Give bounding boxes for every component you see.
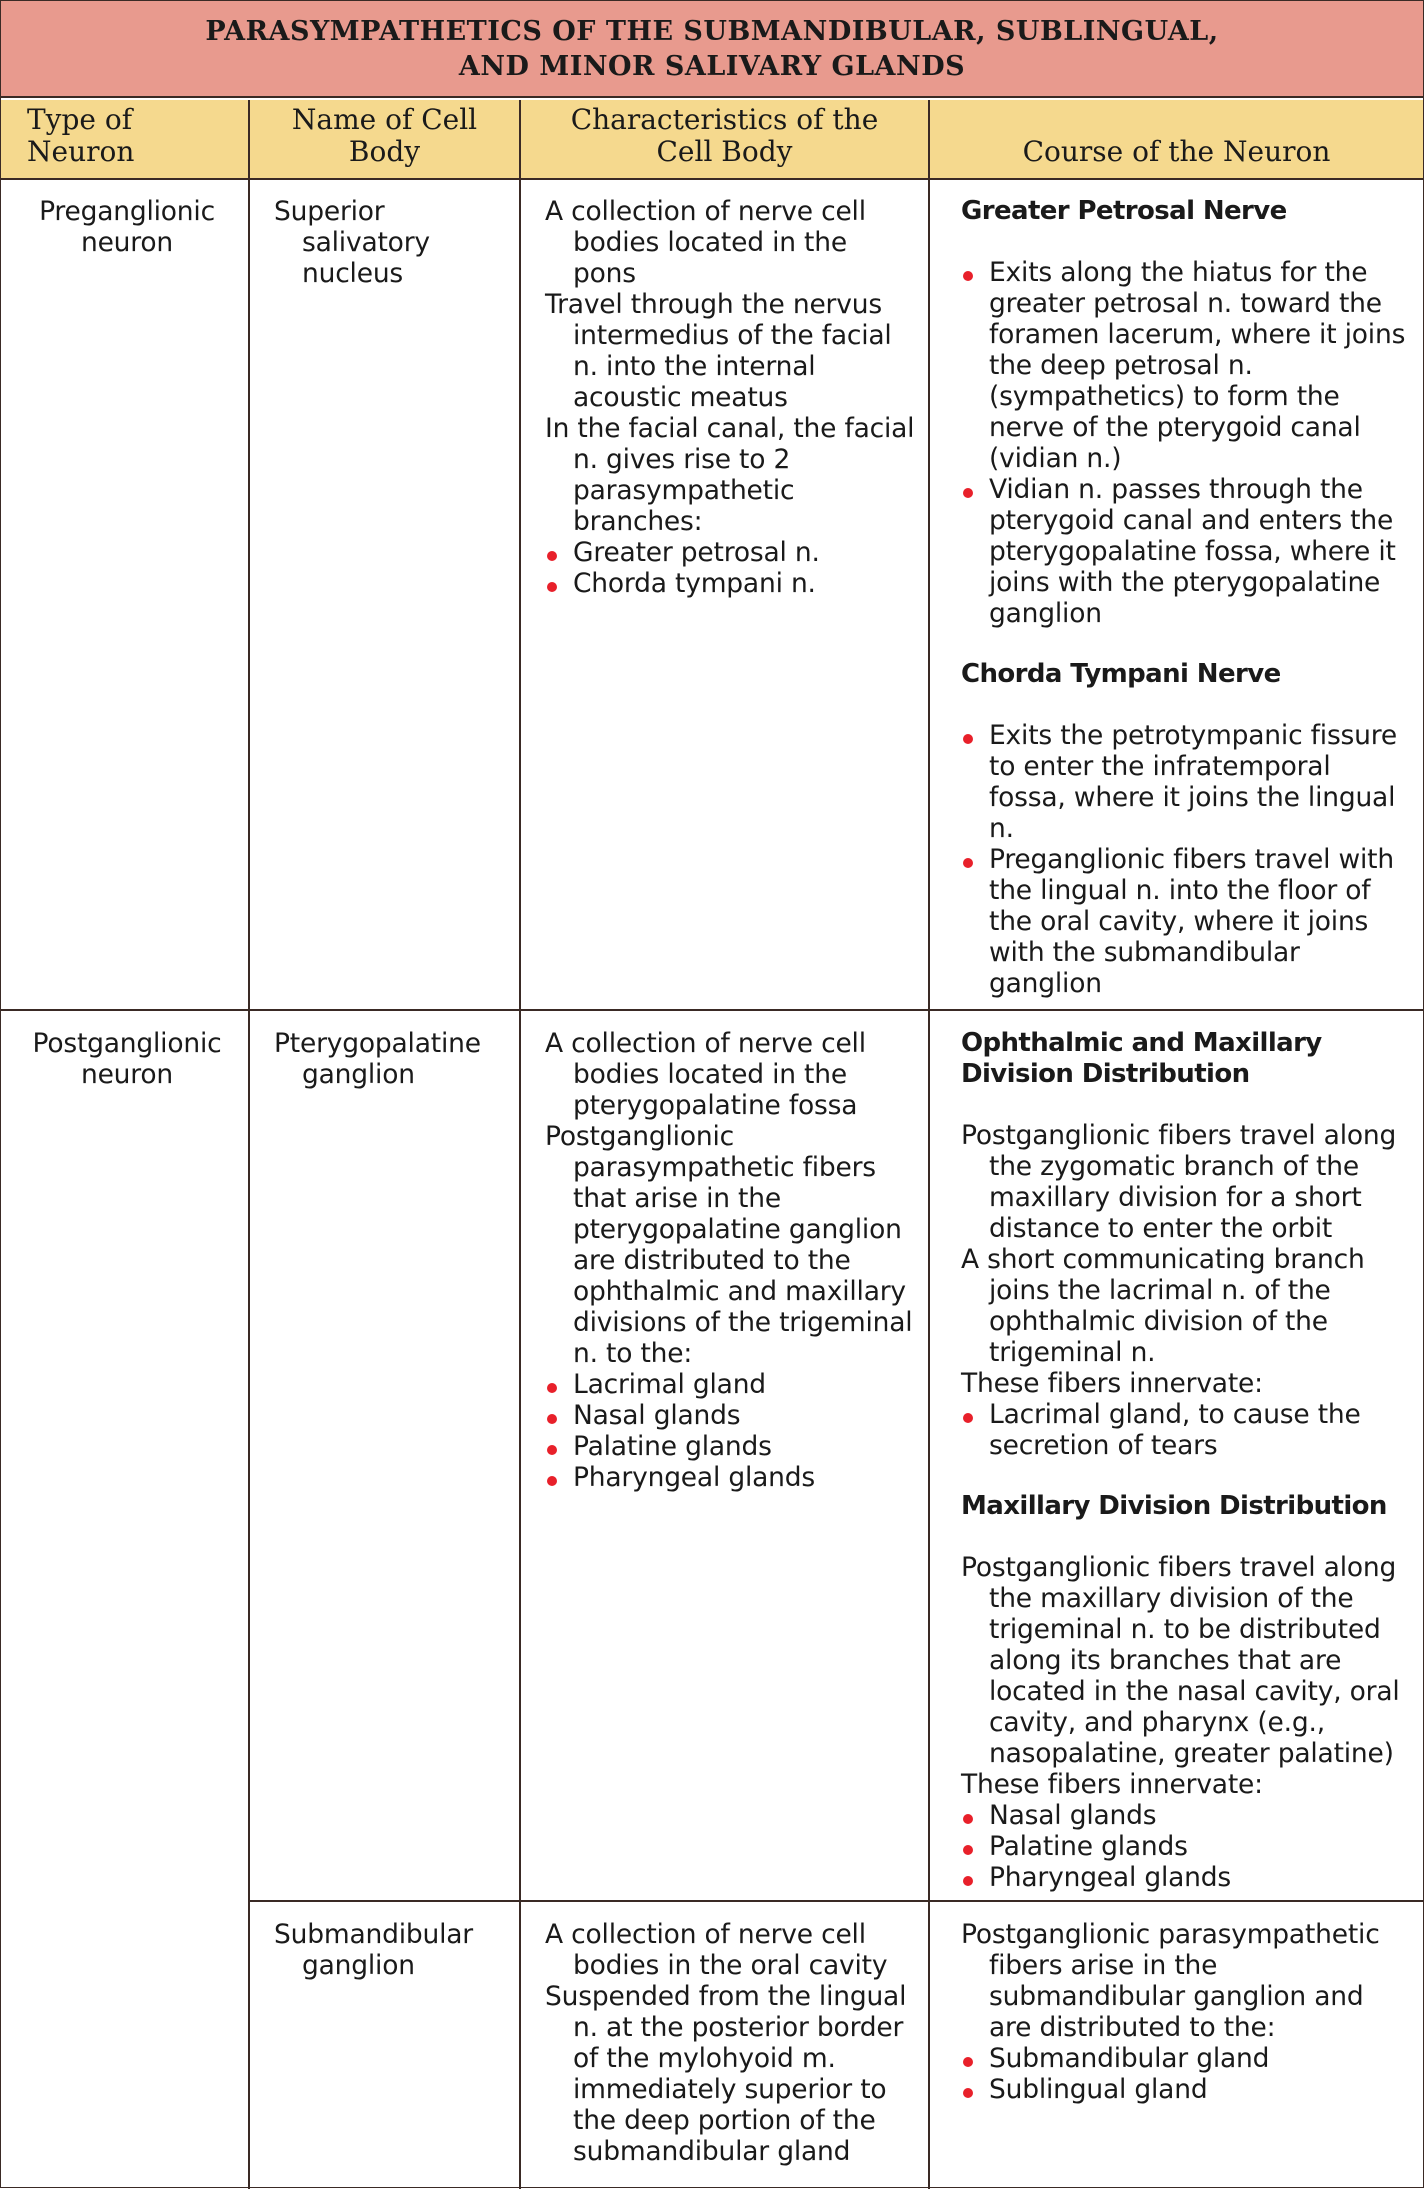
row-pre-course-heading-2: Chorda Tympani Nerve <box>961 659 1281 689</box>
table-title-line-1: PARASYMPATHETICS OF THE SUBMANDIBULAR, SUBLINGUAL, <box>205 16 1219 47</box>
row-pre-course-heading-1: Greater Petrosal Nerve <box>961 196 1287 226</box>
header-char-line-2: Cell Body <box>656 135 793 168</box>
row-pre-name-text: Superior salivatory nucleus <box>274 196 430 289</box>
row-post-type <box>27 1028 227 1090</box>
row-sub-course-p1: Postganglionic parasympathetic fibers arise in the submandibular ganglion and are distributed to the: <box>961 1919 1380 2043</box>
row-sub-course <box>961 1919 1406 2105</box>
row-post-char-p2: Postganglionic parasympathetic fibers that arise in the pterygopalatine ganglion are distributed to the ophthalmic and maxillary divisions of the trigeminal n. to the: <box>545 1121 913 1369</box>
row-pre-name <box>274 196 454 289</box>
header-type-line-1: Type of <box>27 103 133 136</box>
bullet-icon <box>963 1413 973 1423</box>
row-post-char-bullet-2 <box>545 1400 915 1431</box>
row-pre-char-bullet-1 <box>545 537 915 568</box>
header-cell-course <box>930 100 1423 180</box>
row-post-course-b2-text: Nasal glands <box>989 1800 1157 1831</box>
bullet-icon <box>963 1876 973 1886</box>
row-post-char-p1: A collection of nerve cell bodies located in the pterygopalatine fossa <box>545 1028 866 1121</box>
row-pre-course-b1-text: Exits along the hiatus for the greater petrosal n. toward the foramen lacerum, where it joins the deep petrosal n. (sympathetics) to form the nerve of the pterygoid canal (vidian n.) <box>989 257 1406 474</box>
row-post-name-text: Pterygopalatine ganglion <box>274 1028 481 1090</box>
row-post-char-b2-text: Nasal glands <box>573 1400 741 1431</box>
row-post-char-b3-text: Palatine glands <box>573 1431 772 1462</box>
rule-vertical-3 <box>928 100 930 2189</box>
row-sub-course-b2-text: Sublingual gland <box>989 2074 1208 2105</box>
row-post-char-b4-text: Pharyngeal glands <box>573 1462 815 1493</box>
row-sub-characteristics <box>545 1919 915 2167</box>
row-pre-course-b2-text: Vidian n. passes through the pterygoid canal and enters the pterygopalatine fossa, where it joins with the pterygopalatine ganglion <box>989 474 1396 629</box>
row-post-course-bullet-3 <box>961 1831 1406 1862</box>
row-post-name <box>274 1028 504 1090</box>
row-pre-course-bullet-3 <box>961 720 1406 844</box>
bullet-icon <box>547 582 557 592</box>
bullet-icon <box>547 1414 557 1424</box>
row-pre-char-p2: Travel through the nervus intermedius of the facial n. into the internal acoustic meatus <box>545 289 892 413</box>
row-pre-course-bullet-2 <box>961 474 1406 629</box>
header-cell-type <box>1 100 248 180</box>
row-post-course-b1-text: Lacrimal gland, to cause the secretion of tears <box>989 1399 1361 1461</box>
row-pre-type <box>27 196 227 258</box>
header-name-line-2: Body <box>348 135 421 168</box>
bullet-icon <box>963 734 973 744</box>
table-title-line-2: AND MINOR SALIVARY GLANDS <box>458 51 966 82</box>
row-pre-course-bullet-1 <box>961 257 1406 474</box>
row-post-course-p4: Postganglionic fibers travel along the maxillary division of the trigeminal n. to be distributed along its branches that are located in the nasal cavity, oral cavity, and pharynx (e.g., nasopalatine, greater palatine) <box>961 1552 1400 1769</box>
row-post-course-p2: A short communicating branch joins the lacrimal n. of the ophthalmic division of the trigeminal n. <box>961 1244 1365 1368</box>
row-post-course <box>961 1028 1406 1893</box>
bullet-icon <box>547 1383 557 1393</box>
row-post-course-p1: Postganglionic fibers travel along the zygomatic branch of the maxillary division for a short distance to enter the orbit <box>961 1120 1397 1244</box>
bullet-icon <box>963 2057 973 2067</box>
row-sub-char-p2: Suspended from the lingual n. at the posterior border of the mylohyoid m. immediately superior to the deep portion of the submandibular gland <box>545 1981 907 2167</box>
row-pre-char-p3: In the facial canal, the facial n. gives rise to 2 parasympathetic branches: <box>545 413 915 537</box>
bullet-icon <box>963 271 973 281</box>
row-post-course-b3-text: Palatine glands <box>989 1831 1188 1862</box>
header-cell-characteristics <box>521 100 928 180</box>
row-post-course-bullet-4 <box>961 1862 1406 1893</box>
row-post-course-p3: These fibers innervate: <box>961 1368 1263 1399</box>
header-char-line-1: Characteristics of the <box>570 103 879 136</box>
header-name-line-1: Name of Cell <box>291 103 478 136</box>
rule-vertical-1b <box>248 1009 250 2189</box>
row-post-char-bullet-1 <box>545 1369 915 1400</box>
row-pre-type-text: Preganglionic neuron <box>39 196 215 258</box>
row-pre-course-bullet-4 <box>961 844 1406 999</box>
table-title <box>1 1 1423 98</box>
row-post-type-text: Postganglionic neuron <box>32 1028 222 1090</box>
row-pre-course-b3-text: Exits the petrotympanic fissure to enter the infratemporal fossa, where it joins the lingual n. <box>989 720 1397 844</box>
row-post-course-b4-text: Pharyngeal glands <box>989 1862 1231 1893</box>
row-pre-course-b4-text: Preganglionic fibers travel with the lingual n. into the floor of the oral cavity, where it joins with the submandibular ganglion <box>989 844 1394 999</box>
row-pre-char-bullet-2 <box>545 568 915 599</box>
header-course-label: Course of the Neuron <box>1022 135 1331 168</box>
bullet-icon <box>963 1814 973 1824</box>
bullet-icon <box>547 1476 557 1486</box>
header-cell-name <box>250 100 519 180</box>
header-type-line-2: Neuron <box>27 135 135 168</box>
bullet-icon <box>963 2088 973 2098</box>
row-sub-course-b1-text: Submandibular gland <box>989 2043 1270 2074</box>
row-pre-course <box>961 196 1406 999</box>
row-post-course-bullet-1 <box>961 1399 1406 1461</box>
row-pre-char-b1-text: Greater petrosal n. <box>573 537 820 568</box>
bullet-icon <box>963 1845 973 1855</box>
row-sub-name <box>274 1919 504 1981</box>
row-pre-characteristics <box>545 196 915 599</box>
bullet-icon <box>547 1445 557 1455</box>
row-sub-name-text: Submandibular ganglion <box>274 1919 473 1981</box>
bullet-icon <box>963 858 973 868</box>
bullet-icon <box>547 551 557 561</box>
row-post-char-bullet-4 <box>545 1462 915 1493</box>
row-post-course-bullet-2 <box>961 1800 1406 1831</box>
row-post-char-bullet-3 <box>545 1431 915 1462</box>
rule-vertical-2 <box>519 100 521 2189</box>
row-pre-char-b2-text: Chorda tympani n. <box>573 568 816 599</box>
row-sub-char-p1: A collection of nerve cell bodies in the oral cavity <box>545 1919 888 1981</box>
row-pre-char-p1: A collection of nerve cell bodies located in the pons <box>545 196 866 289</box>
row-sub-course-bullet-1 <box>961 2043 1406 2074</box>
bullet-icon <box>963 488 973 498</box>
row-post-course-p5: These fibers innervate: <box>961 1769 1263 1800</box>
row-post-char-b1-text: Lacrimal gland <box>573 1369 766 1400</box>
row-post-course-heading-2: Maxillary Division Distribution <box>961 1491 1387 1521</box>
rule-row-divider-2 <box>248 1900 1423 1902</box>
row-post-characteristics <box>545 1028 915 1493</box>
row-sub-course-bullet-2 <box>961 2074 1406 2105</box>
row-post-course-heading-1: Ophthalmic and Maxillary Division Distribution <box>961 1028 1322 1089</box>
rule-vertical-1 <box>248 100 250 1011</box>
rule-row-divider-1 <box>1 1009 1423 1011</box>
